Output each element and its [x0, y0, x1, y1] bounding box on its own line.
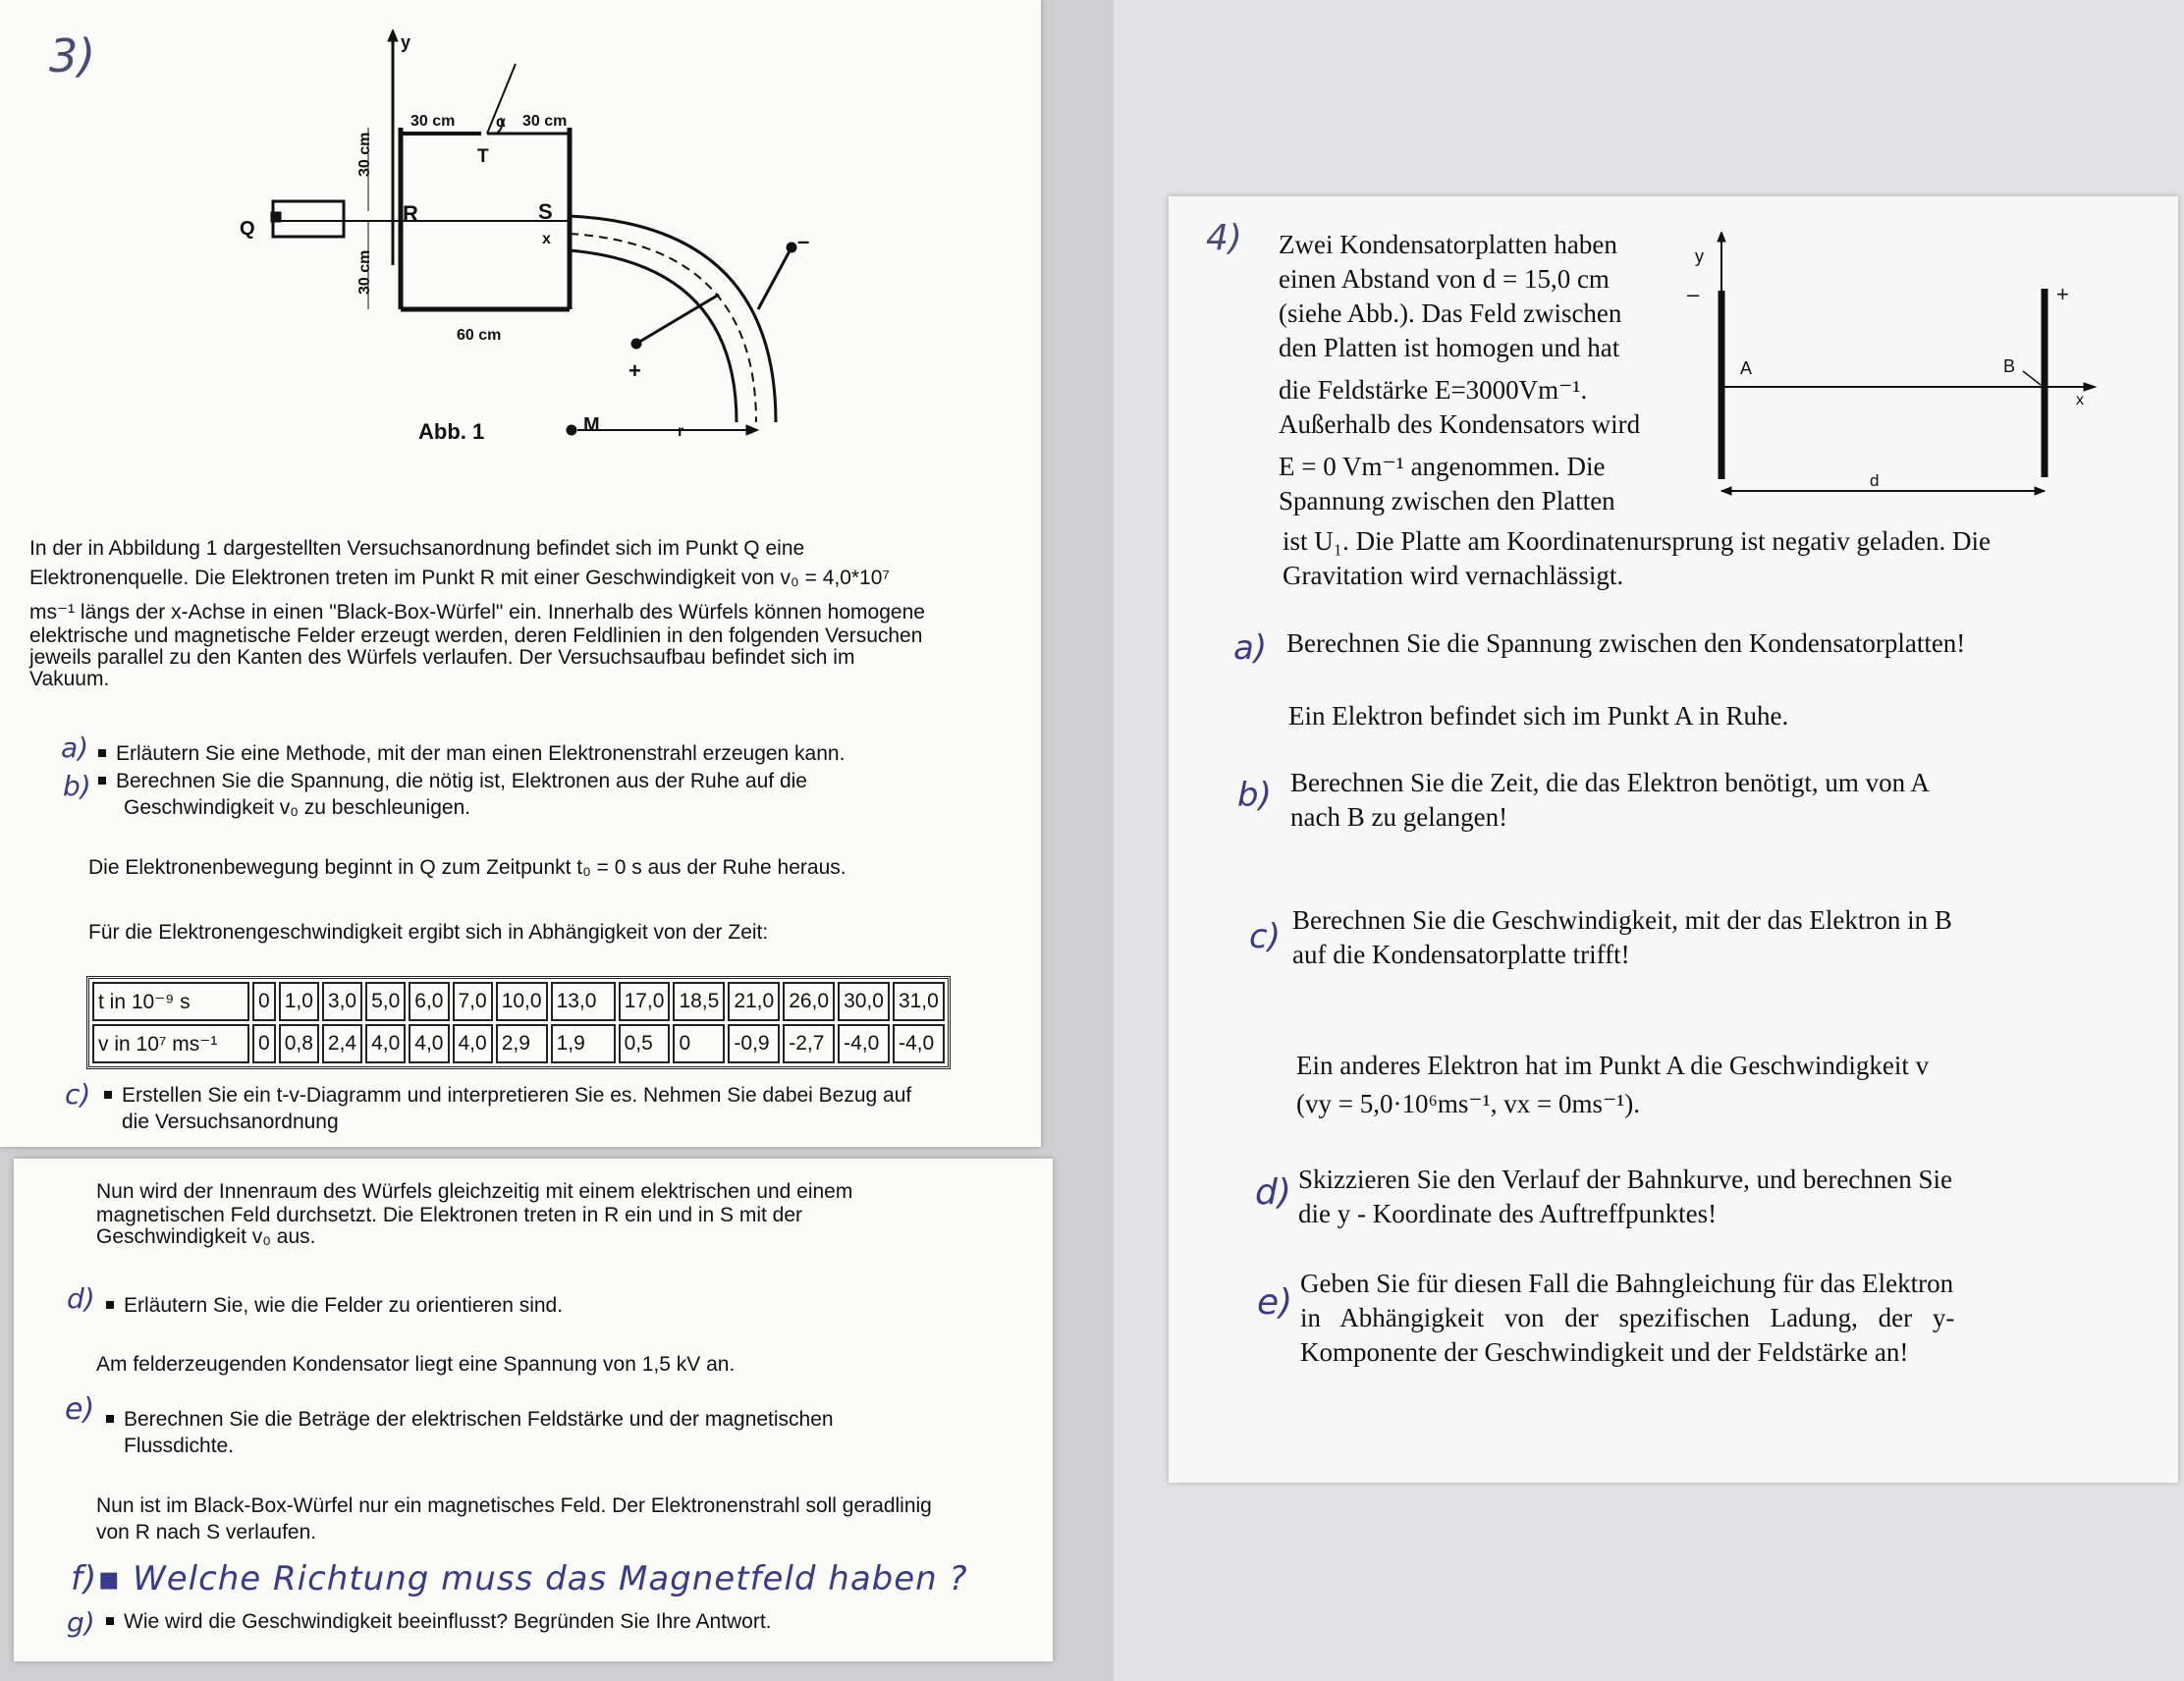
task3-e-text2: Flussdichte.	[124, 1435, 235, 1457]
fig1-point-M: M	[583, 414, 600, 436]
fig2-point-B: B	[2003, 356, 2016, 376]
table-cell: -4,0	[838, 1024, 890, 1063]
table-cell: 31,0	[893, 982, 945, 1021]
speed-table-row-t	[92, 982, 945, 1021]
task3-d	[106, 1292, 563, 1319]
task3-intro	[29, 535, 1021, 690]
task3-a	[98, 740, 845, 767]
task4-rest-text: Ein Elektron befindet sich im Punkt A in Ruhe.	[1288, 701, 1789, 731]
table-cell: 4,0	[409, 1024, 449, 1063]
task4-intro-line: Spannung zwischen den Platten	[1279, 486, 1615, 515]
task3-intro-line: Vakuum.	[29, 668, 110, 690]
task4-e-text3: Komponente der Geschwindigkeit und der Feldstärke an!	[1300, 1337, 1909, 1367]
fig1-point-S: S	[538, 199, 553, 224]
task3-g	[106, 1608, 772, 1635]
task4-d-text1: Skizzieren Sie den Verlauf der Bahnkurve, und berechnen Sie	[1298, 1165, 1953, 1194]
figure-black-box	[226, 29, 835, 452]
task3-mark-c: c)	[65, 1078, 91, 1111]
task4-b-text1: Berechnen Sie die Zeit, die das Elektron benötigt, um von A	[1290, 768, 1930, 797]
table-cell: 2,9	[496, 1024, 548, 1063]
table-cell: 1,9	[551, 1024, 616, 1063]
task4-d-text2: die y - Koordinate des Auftreffpunktes!	[1298, 1199, 1718, 1228]
task4-mark-b: b)	[1237, 776, 1272, 815]
table-cell: 30,0	[838, 982, 890, 1021]
task3-e	[106, 1406, 834, 1459]
fig1-dim-left-upper: 30 cm	[356, 132, 373, 177]
table-cell: 0	[252, 982, 276, 1021]
table-cell: 1,0	[279, 982, 319, 1021]
task3-d-text: Erläutern Sie, wie die Felder zu orientieren sind.	[124, 1294, 564, 1317]
table-cell: -0,9	[728, 1024, 780, 1063]
task3-combined-line: Geschwindigkeit v₀ aus.	[96, 1225, 316, 1248]
fig1-radius: r	[678, 423, 684, 440]
table-cell: 2,4	[322, 1024, 362, 1063]
table-cell: 4,0	[453, 1024, 493, 1063]
task4-intro-line: Zwei Kondensatorplatten haben	[1279, 230, 1617, 259]
task4-intro-line: Außerhalb des Kondensators wird	[1279, 409, 1641, 439]
fig1-y-label: y	[401, 32, 411, 52]
task3-combined-text	[96, 1178, 1039, 1248]
task4-other-text2: (vy = 5,0·10⁶ms⁻¹, vx = 0ms⁻¹).	[1296, 1089, 1641, 1118]
task4-intro-line: Gravitation wird vernachlässigt.	[1283, 561, 1624, 590]
task4-number: 4)	[1206, 218, 1242, 258]
task3-c-text2: die Versuchsanordnung	[122, 1111, 339, 1133]
task3-g-text: Wie wird die Geschwindigkeit beeinflusst? Begründen Sie Ihre Antwort.	[124, 1610, 772, 1633]
fig2-x-label: x	[2076, 392, 2084, 408]
task3-combined-line: magnetischen Feld durchsetzt. Die Elektronen treten in R ein und in S mit der	[96, 1204, 803, 1226]
task3-mark-g: g)	[67, 1606, 95, 1639]
table-cell: 5,0	[365, 982, 406, 1021]
task4-mark-e: e)	[1257, 1282, 1293, 1323]
task4-intro-line: einen Abstand von d = 15,0 cm	[1279, 264, 1610, 294]
task4-a-text: Berechnen Sie die Spannung zwischen den Kondensatorplatten!	[1286, 628, 1966, 658]
fig1-minus: –	[797, 229, 810, 253]
table-cell: 18,5	[673, 982, 725, 1021]
table-cell: 21,0	[728, 982, 780, 1021]
table-cell: 6,0	[409, 982, 449, 1021]
task4-c	[1292, 903, 1952, 972]
task3-mark-a: a)	[61, 732, 89, 764]
speed-table	[86, 976, 951, 1069]
task3-number: 3)	[49, 29, 96, 82]
task4-e	[1300, 1267, 2047, 1370]
task3-magnet-text	[96, 1492, 1039, 1545]
task3-f-handwritten: f)▪ Welche Richtung muss das Magnetfeld haben ?	[71, 1559, 968, 1599]
task3-a-text: Erläutern Sie eine Methode, mit der man einen Elektronenstrahl erzeugen kann.	[116, 742, 846, 765]
fig1-point-T: T	[477, 146, 489, 167]
task3-intro-line: Elektronenquelle. Die Elektronen treten im Punkt R mit einer Geschwindigkeit von v₀ = 4,0*10⁷	[29, 567, 891, 589]
task4-intro-line: ist U₁. Die Platte am Koordinatenursprung ist negativ geladen. Die	[1283, 526, 1991, 556]
fig1-caption: Abb. 1	[418, 419, 485, 444]
task4-intro-line: E = 0 Vm⁻¹ angenommen. Die	[1279, 452, 1606, 481]
fig1-dim-top-right: 30 cm	[522, 113, 568, 130]
table-cell: 0	[252, 1024, 276, 1063]
task3-e-text1: Berechnen Sie die Beträge der elektrischen Feldstärke und der magnetischen	[124, 1408, 834, 1431]
task4-intro-line: (siehe Abb.). Das Feld zwischen	[1279, 298, 1622, 328]
fig2-point-A: A	[1740, 358, 1753, 378]
table-header-t: t in 10⁻⁹ s	[92, 982, 249, 1021]
task4-mark-c: c)	[1249, 917, 1281, 956]
task3-b-text2: Geschwindigkeit v₀ zu beschleunigen.	[124, 796, 471, 819]
task3-b	[98, 768, 807, 821]
task3-start-text: Die Elektronenbewegung beginnt in Q zum Zeitpunkt t₀ = 0 s aus der Ruhe heraus.	[88, 856, 846, 879]
task4-other	[1296, 1049, 1929, 1121]
fig2-minus: –	[1687, 282, 1700, 306]
task4-e-text2: in Abhängigkeit von der spezifischen Ladung, der y-	[1300, 1303, 1955, 1332]
table-cell: 0,5	[619, 1024, 671, 1063]
task4-other-text1: Ein anderes Elektron hat im Punkt A die Geschwindigkeit v	[1296, 1051, 1930, 1080]
fig1-x-label: x	[542, 231, 551, 247]
task3-magnet-line: von R nach S verlaufen.	[96, 1521, 317, 1544]
task4-intro	[1279, 228, 1691, 518]
task4-mark-d: d)	[1255, 1172, 1291, 1213]
task4-b-text2: nach B zu gelangen!	[1290, 802, 1508, 832]
task3-c	[104, 1082, 911, 1135]
task3-intro-line: ms⁻¹ längs der x-Achse in einen "Black-Box-Würfel" ein. Innerhalb des Würfels können homogene	[29, 601, 925, 624]
task4-intro-line: die Feldstärke E=3000Vm⁻¹.	[1279, 375, 1588, 405]
task3-intro-line: In der in Abbildung 1 dargestellten Versuchsanordnung befindet sich im Punkt Q eine	[29, 537, 805, 560]
task3-intro-line: elektrische und magnetische Felder erzeugt werden, deren Feldlinien in den folgenden Versuchen	[29, 624, 923, 647]
task4-e-text1: Geben Sie für diesen Fall die Bahngleichung für das Elektron	[1300, 1269, 1954, 1298]
task4-b	[1290, 766, 1930, 835]
task4-c-text1: Berechnen Sie die Geschwindigkeit, mit der das Elektron in B	[1292, 905, 1952, 935]
task3-magnet-line: Nun ist im Black-Box-Würfel nur ein magnetisches Feld. Der Elektronenstrahl soll geradlinig	[96, 1494, 932, 1517]
table-cell: 7,0	[453, 982, 493, 1021]
fig1-point-Q: Q	[240, 218, 255, 240]
table-cell: 0	[673, 1024, 725, 1063]
fig2-d-label: d	[1870, 471, 1880, 490]
fig1-dim-left-lower: 30 cm	[356, 249, 373, 295]
table-cell: 0,8	[279, 1024, 319, 1063]
task3-b-text1: Berechnen Sie die Spannung, die nötig ist, Elektronen aus der Ruhe auf die	[116, 770, 807, 792]
table-cell: 3,0	[322, 982, 362, 1021]
fig1-alpha: α	[496, 114, 506, 131]
task4-intro-line: den Platten ist homogen und hat	[1279, 333, 1620, 362]
table-cell: 10,0	[496, 982, 548, 1021]
task3-speed-text: Für die Elektronengeschwindigkeit ergibt sich in Abhängigkeit von der Zeit:	[88, 921, 769, 944]
fig2-y-label: y	[1695, 246, 1704, 266]
task3-c-text1: Erstellen Sie ein t-v-Diagramm und interpretieren Sie es. Nehmen Sie dabei Bezug auf	[122, 1084, 912, 1107]
fig1-point-R: R	[403, 201, 418, 226]
table-cell: -4,0	[893, 1024, 945, 1063]
task4-d	[1298, 1163, 1952, 1231]
fig1-dim-bottom: 60 cm	[457, 327, 502, 344]
task3-combined-line: Nun wird der Innenraum des Würfels gleichzeitig mit einem elektrischen und einem	[96, 1180, 853, 1203]
task4-mark-a: a)	[1233, 628, 1268, 668]
table-cell: 26,0	[783, 982, 835, 1021]
fig1-dim-top-left: 30 cm	[410, 113, 456, 130]
speed-table-row-v	[92, 1024, 945, 1063]
fig2-plus: +	[2056, 282, 2069, 306]
task3-mark-e: e)	[65, 1392, 95, 1427]
task3-mark-b: b)	[63, 770, 91, 802]
task3-capacitor-text: Am felderzeugenden Kondensator liegt eine Spannung von 1,5 kV an.	[96, 1353, 736, 1376]
figure-capacitor	[1689, 232, 2111, 507]
task4-c-text2: auf die Kondensatorplatte trifft!	[1292, 940, 1630, 969]
task3-intro-line: jeweils parallel zu den Kanten des Würfels verlaufen. Der Versuchsaufbau befindet sich im	[29, 646, 855, 669]
task3-mark-d: d)	[67, 1282, 95, 1315]
table-cell: 4,0	[365, 1024, 406, 1063]
table-header-v: v in 10⁷ ms⁻¹	[92, 1024, 249, 1063]
table-cell: -2,7	[783, 1024, 835, 1063]
fig1-plus: +	[628, 358, 641, 383]
task4-intro-cont	[1283, 524, 2147, 593]
table-cell: 17,0	[619, 982, 671, 1021]
table-cell: 13,0	[551, 982, 616, 1021]
